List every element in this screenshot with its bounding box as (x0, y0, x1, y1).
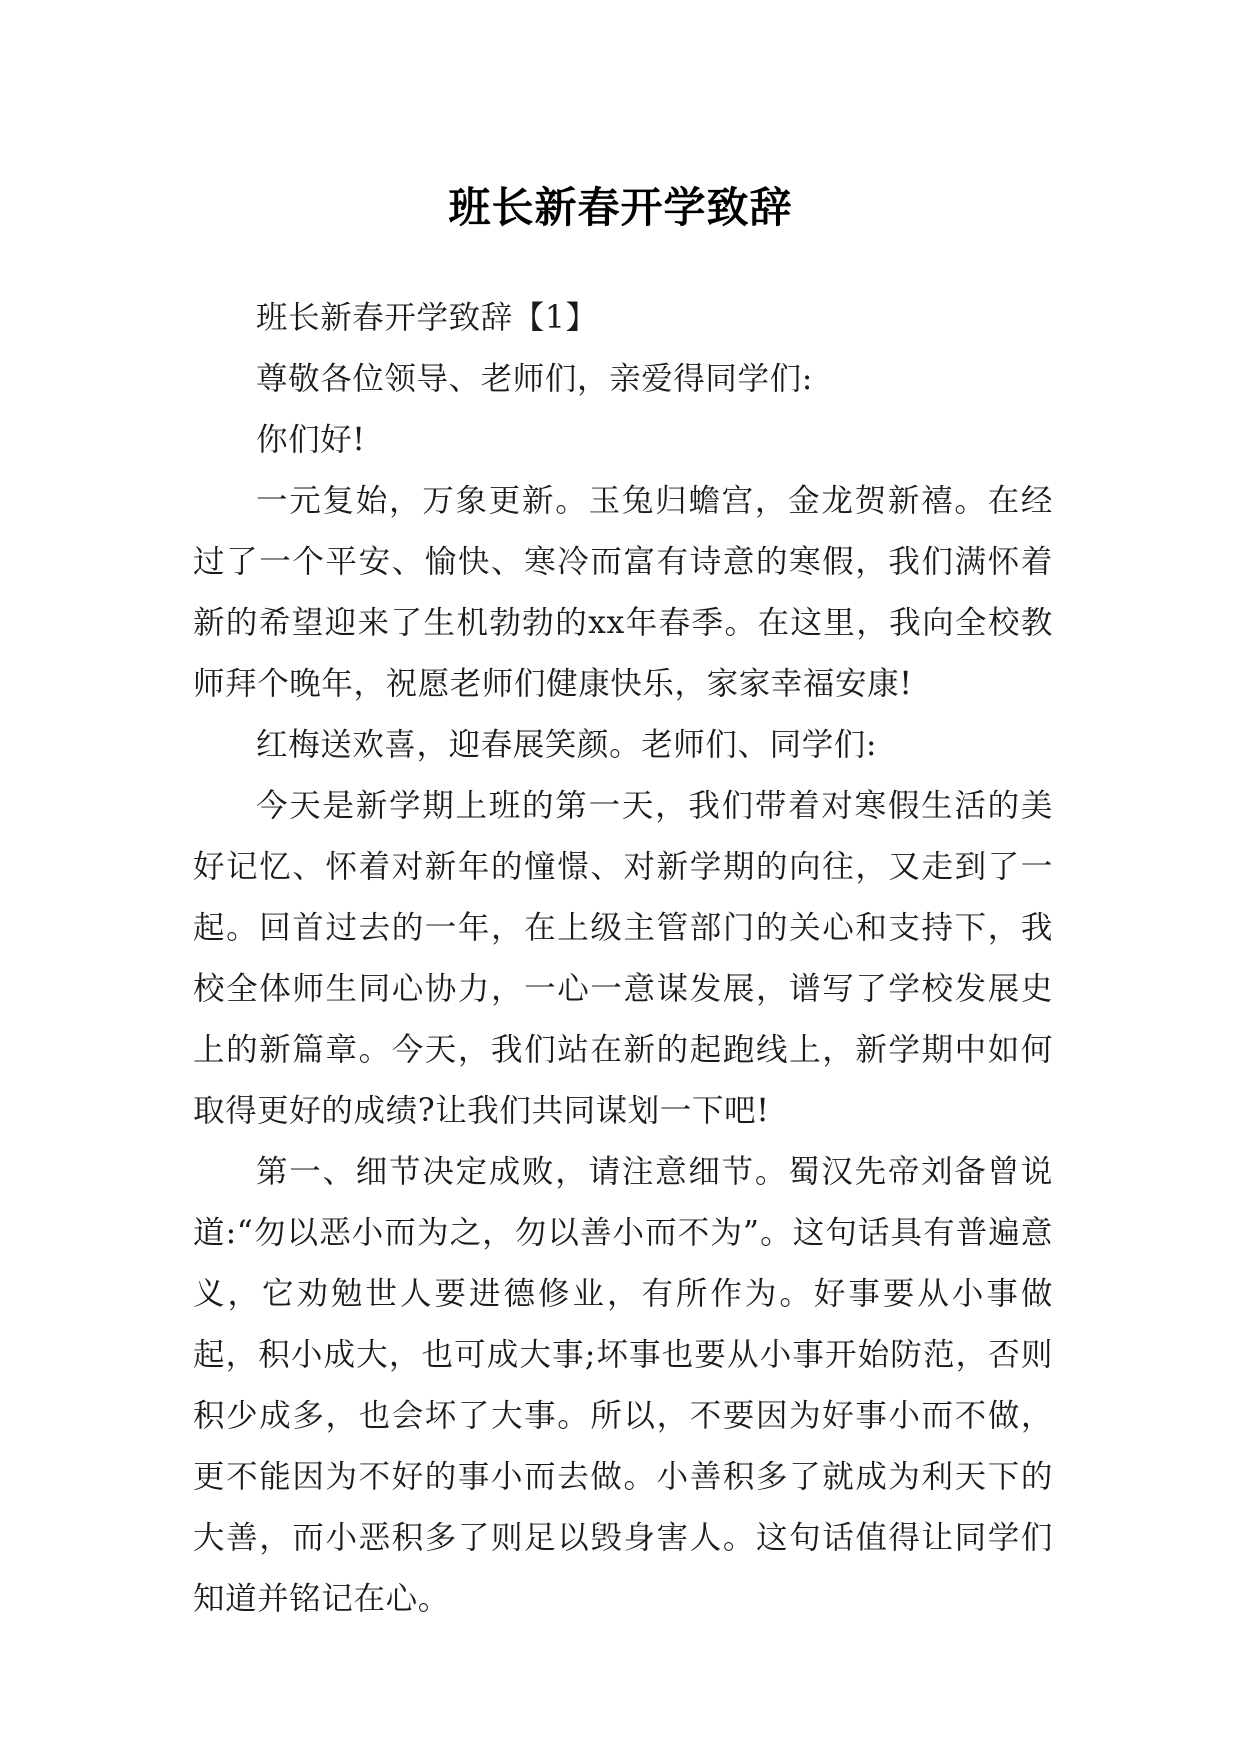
page-title: 班长新春开学致辞 (448, 183, 793, 233)
document-body (193, 288, 1053, 1630)
paragraph-greeting: 你们好! (256, 422, 366, 458)
paragraph-new-year: 一元复始，万象更新。玉兔归蟾宫，金龙贺新禧。在经过了一个平安、愉快、寒冷而富有诗意的寒假，我们满怀着新的希望迎来了生机勃勃的xx年春季。在这里，我向全校教师拜个晚年，祝愿老师们健康快乐，家家幸福安康! (193, 483, 1053, 702)
paragraph-subtitle: 班长新春开学致辞【1】 (256, 300, 598, 336)
paragraph-new-semester: 今天是新学期上班的第一天，我们带着对寒假生活的美好记忆、怀着对新年的憧憬、对新学期的向往，又走到了一起。回首过去的一年，在上级主管部门的关心和支持下，我校全体师生同心协力，一心一意谋发展，谱写了学校发展史上的新篇章。今天，我们站在新的起跑线上，新学期中如何取得更好的成绩?让我们共同谋划一下吧! (193, 788, 1053, 1129)
paragraph-address: 红梅送欢喜，迎春展笑颜。老师们、同学们: (256, 727, 878, 763)
paragraph-first-point: 第一、细节决定成败，请注意细节。蜀汉先帝刘备曾说道:“勿以恶小而为之，勿以善小而不为”。这句话具有普遍意义，它劝勉世人要进德修业，有所作为。好事要从小事做起，积小成大，也可成大事;坏事也要从小事开始防范，否则积少成多，也会坏了大事。所以，不要因为好事小而不做，更不能因为不好的事小而去做。小善积多了就成为利天下的大善，而小恶积多了则足以毁身害人。这句话值得让同学们知道并铭记在心。 (193, 1154, 1053, 1617)
paragraph-salutation: 尊敬各位领导、老师们，亲爱得同学们: (256, 361, 813, 397)
